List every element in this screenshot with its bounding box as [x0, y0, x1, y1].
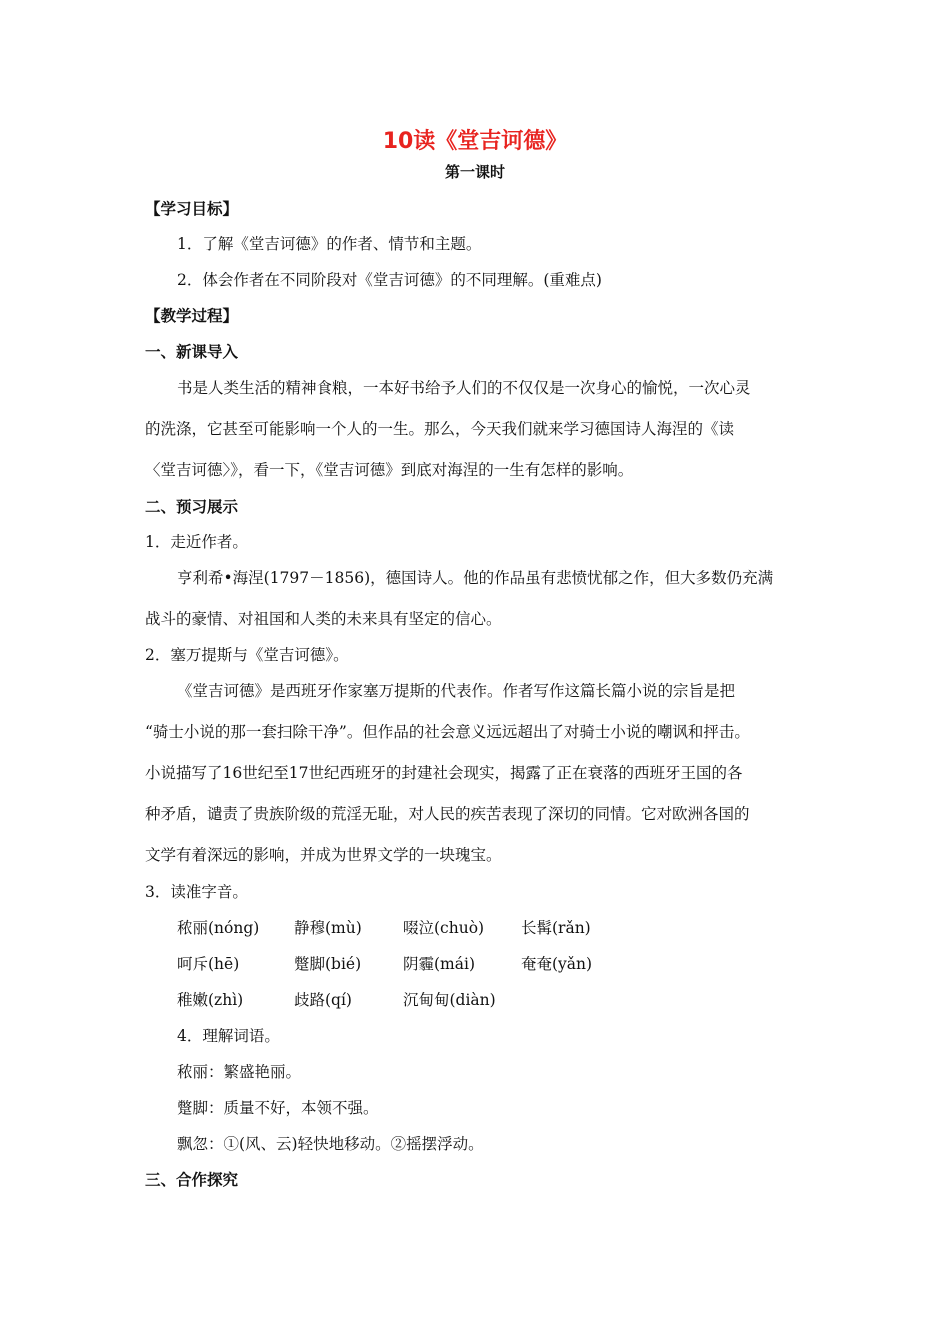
pronunciation-item: 啜泣(chuò) [403, 919, 485, 937]
goal-item: 2．体会作者在不同阶段对《堂吉诃德》的不同理解。(重难点) [177, 271, 602, 289]
vocabulary-definition: 秾丽：繁盛艳丽。 [177, 1063, 302, 1081]
section-heading-explore: 三、合作探究 [145, 1171, 239, 1189]
intro-paragraph-line: 的洗涤，它甚至可能影响一个人的一生。那么，今天我们就来学习德国诗人海涅的《读 [145, 420, 735, 438]
process-heading: 【教学过程】 [145, 307, 239, 325]
intro-paragraph-line: 〈堂吉诃德〉》，看一下，《堂吉诃德》到底对海涅的一生有怎样的影响。 [145, 461, 634, 479]
goals-heading: 【学习目标】 [145, 200, 239, 218]
lesson-subtitle: 第一课时 [444, 163, 505, 181]
pronunciation-item: 蹩脚(bié) [294, 955, 362, 973]
vocabulary-definition: 飘忽：①(风、云)轻快地移动。②摇摆浮动。 [177, 1135, 484, 1153]
section-heading-intro: 一、新课导入 [145, 343, 239, 361]
section-heading-preview: 二、预习展示 [145, 498, 239, 516]
pronunciation-item: 沉甸甸(diàn) [403, 991, 496, 1009]
work-paragraph-line: 小说描写了16世纪至17世纪西班牙的封建社会现实，揭露了正在衰落的西班牙王国的各 [145, 764, 743, 782]
work-paragraph-line: 种矛盾，谴责了贵族阶级的荒淫无耻，对人民的疾苦表现了深切的同情。它对欧洲各国的 [145, 805, 750, 823]
work-subtitle: 2．塞万提斯与《堂吉诃德》。 [145, 646, 349, 664]
pronunciation-subtitle: 3．读准字音。 [145, 883, 248, 901]
vocabulary-definition: 蹩脚：质量不好，本领不强。 [177, 1099, 379, 1117]
pronunciation-item: 阴霾(mái) [403, 955, 475, 973]
author-paragraph-line: 亨利希•海涅(1797－1856)，德国诗人。他的作品虽有悲愤忧郁之作，但大多数仍充满 [177, 569, 774, 587]
work-paragraph-line: 文学有着深远的影响，并成为世界文学的一块瑰宝。 [145, 846, 502, 864]
intro-paragraph-line: 书是人类生活的精神食粮，一本好书给予人们的不仅仅是一次身心的愉悦，一次心灵 [177, 379, 751, 397]
goal-item: 1．了解《堂吉诃德》的作者、情节和主题。 [177, 235, 482, 253]
pronunciation-item: 静穆(mù) [294, 919, 362, 937]
pronunciation-item: 秾丽(nóng) [177, 919, 260, 937]
document-title: 10读《堂吉诃德》 [382, 129, 568, 154]
pronunciation-item: 奄奄(yǎn) [521, 955, 593, 973]
author-subtitle: 1．走近作者。 [145, 533, 248, 551]
pronunciation-item: 歧路(qí) [294, 991, 352, 1009]
work-paragraph-line: “骑士小说的那一套扫除干净”。但作品的社会意义远远超出了对骑士小说的嘲讽和抨击。 [145, 723, 750, 741]
pronunciation-item: 呵斥(hē) [177, 955, 240, 973]
vocabulary-subtitle: 4．理解词语。 [177, 1027, 280, 1045]
author-paragraph-line: 战斗的豪情、对祖国和人类的未来具有坚定的信心。 [145, 610, 502, 628]
work-paragraph-line: 《堂吉诃德》是西班牙作家塞万提斯的代表作。作者写作这篇长篇小说的宗旨是把 [177, 682, 736, 700]
pronunciation-item: 长髯(rǎn) [521, 919, 591, 937]
pronunciation-item: 稚嫩(zhì) [177, 991, 244, 1009]
